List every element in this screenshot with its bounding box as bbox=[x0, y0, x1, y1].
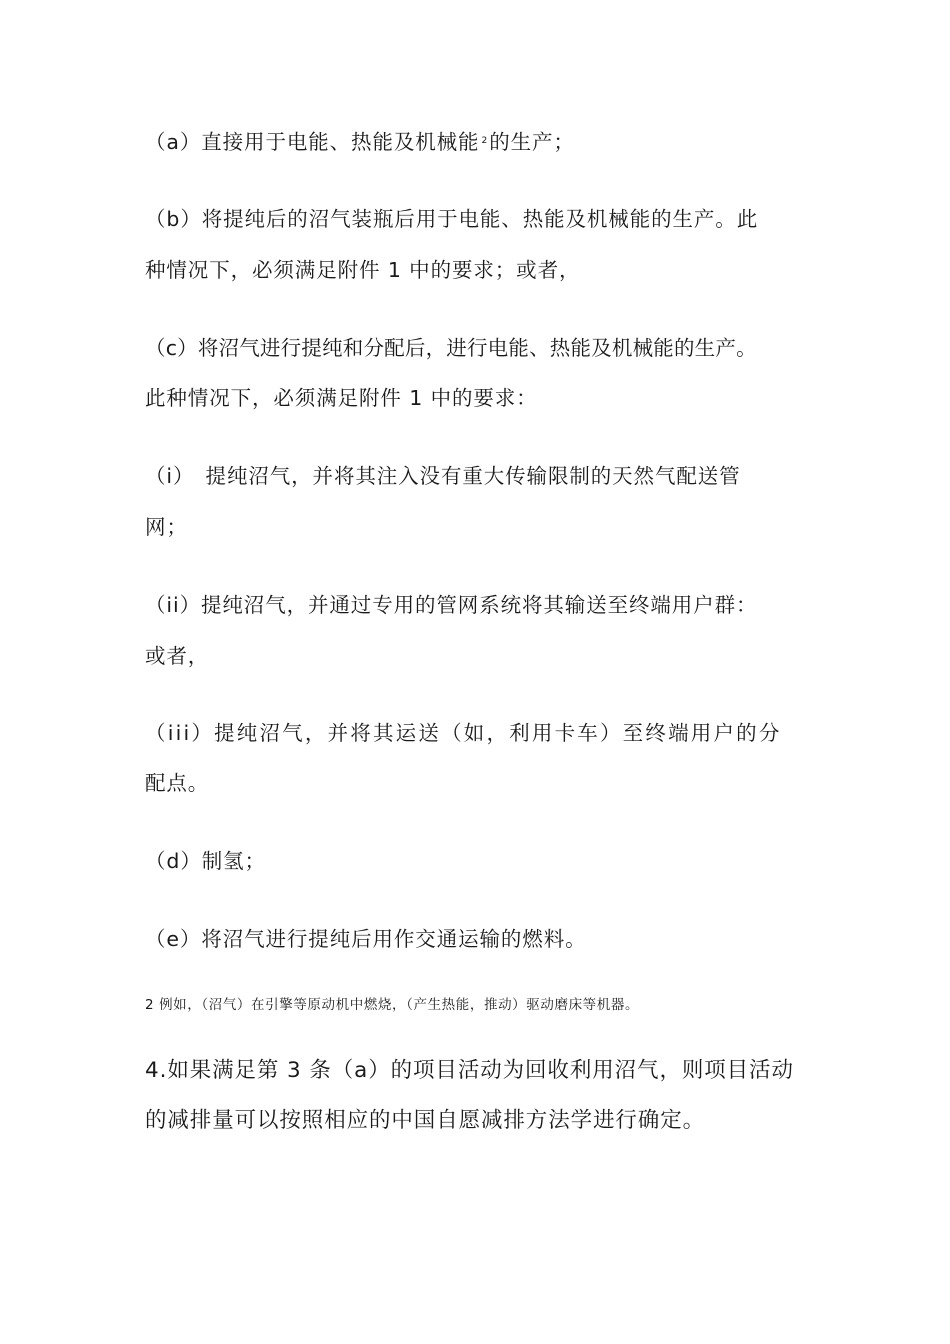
item-d: （d）制氢； bbox=[145, 849, 266, 873]
item-e: （e）将沼气进行提纯后用作交通运输的燃料。 bbox=[145, 927, 587, 951]
item-c-line1: （c）将沼气进行提纯和分配后，进行电能、热能及机械能的生产。 bbox=[145, 336, 757, 360]
footnote-mark: 2 bbox=[481, 136, 488, 146]
footnote: 2 例如，（沼气）在引擎等原动机中燃烧，（产生热能，推动）驱动磨床等机器。 bbox=[145, 997, 640, 1013]
section-4-line2: 的减排量可以按照相应的中国自愿减排方法学进行确定。 bbox=[145, 1108, 706, 1133]
item-iii-line2: 配点。 bbox=[145, 771, 210, 795]
item-a bbox=[145, 127, 815, 156]
item-a-text-after: 的生产； bbox=[489, 130, 575, 154]
item-b-line2: 种情况下，必须满足附件 1 中的要求；或者， bbox=[145, 258, 581, 282]
item-ii-line2: 或者， bbox=[145, 644, 210, 668]
section-4-line1: 4.如果满足第 3 条（a）的项目活动为回收利用沼气，则项目活动 bbox=[145, 1058, 794, 1083]
item-c-line2: 此种情况下，必须满足附件 1 中的要求： bbox=[145, 386, 538, 410]
item-b-line1: （b）将提纯后的沼气装瓶后用于电能、热能及机械能的生产。此 bbox=[145, 207, 759, 231]
item-a-text: （a）直接用于电能、热能及机械能 bbox=[145, 130, 480, 154]
item-i-line2: 网； bbox=[145, 515, 188, 539]
item-ii-line1: （ii）提纯沼气，并通过专用的管网系统将其输送至终端用户群： bbox=[145, 593, 758, 617]
item-iii-line1: （iii）提纯沼气，并将其运送（如，利用卡车）至终端用户的分 bbox=[145, 721, 782, 745]
item-i-line1: （i） 提纯沼气，并将其注入没有重大传输限制的天然气配送管 bbox=[145, 464, 741, 488]
